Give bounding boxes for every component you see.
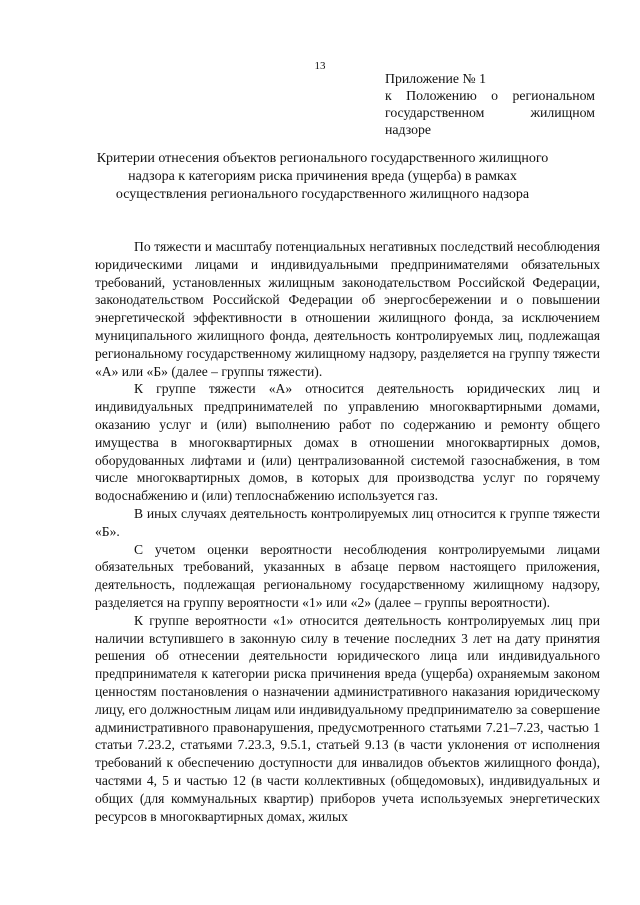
page-number: 13 <box>314 60 326 72</box>
appendix-header <box>385 70 595 138</box>
paragraph-probability-group-1: К группе вероятности «1» относится деятельность контролируемых лиц при наличии вступившего в законную силу в течение последних 3 лет на дату принятия решения об отнесении деятельности юридического лица или индивидуального предпринимателя к категории риска причинения вреда (ущерба) охраняемым законом ценностям постановления о назначении административного наказания юридическому лицу, его должностным лицам или индивидуальному предпринимателю за совершение административного правонарушения, предусмотренного статьями 7.21–7.23, частью 1 статьи 7.23.2, статьями 7.23.3, 9.5.1, статьей 9.13 (в части уклонения от исполнения требований к обеспечению доступности для инвалидов объектов жилищного фонда), частями 4, 5 и частью 12 (в части коллективных (общедомовых), индивидуальных и общих (для коммунальных квартир) приборов учета используемых энергетических ресурсов в многоквартирных домах, жилых <box>95 612 600 824</box>
paragraph-severity-group-b: В иных случаях деятельность контролируемых лиц относится к группе тяжести «Б». <box>95 505 600 539</box>
paragraph-severity-groups: По тяжести и масштабу потенциальных негативных последствий несоблюдения юридическими лицами и индивидуальными предпринимателями обязательных требований, установленных жилищным законодательством Российской Федерации, законодательством Российской Федерации об энергосбережении и о повышении энергетической эффективности в отношении жилищного фонда, за исключением муниципального жилищного фонда, деятельность контролируемых лиц, подлежащая региональному государственному жилищному надзору, разделяется на группу тяжести «А» или «Б» (далее – группы тяжести). <box>95 239 600 379</box>
document-title: Критерии отнесения объектов регионального государственного жилищного надзора к категориям риска причинения вреда (ущерба) в рамках осуществления регионального государственного жилищного надзора <box>96 151 549 202</box>
appendix-reference-line-1: к Положению о региональном <box>385 88 595 103</box>
paragraph-probability-groups: С учетом оценки вероятности несоблюдения контролируемыми лицами обязательных требований, указанных в абзаце первом настоящего приложения, деятельность, подлежащая региональному государственному жилищному надзору, разделяется на группу вероятности «1» или «2» (далее – группы вероятности). <box>95 541 600 610</box>
document-body <box>95 238 600 825</box>
paragraph-severity-group-a: К группе тяжести «А» относится деятельность юридических лиц и индивидуальных предпринимателей по управлению многоквартирными домами, оказанию услуг и (или) выполнению работ по содержанию и ремонту общего имущества в многоквартирных домах в отношении многоквартирных домов, оборудованных лифтами и (или) централизованной системой газоснабжения, в том числе многоквартирных домов, в которых для производства услуг по горячему водоснабжению и (или) теплоснабжению используется газ. <box>95 381 600 504</box>
appendix-title: Приложение № 1 <box>385 71 487 86</box>
appendix-reference-line-3: надзоре <box>385 122 431 137</box>
appendix-reference-line-2: государственном жилищном <box>385 105 595 120</box>
